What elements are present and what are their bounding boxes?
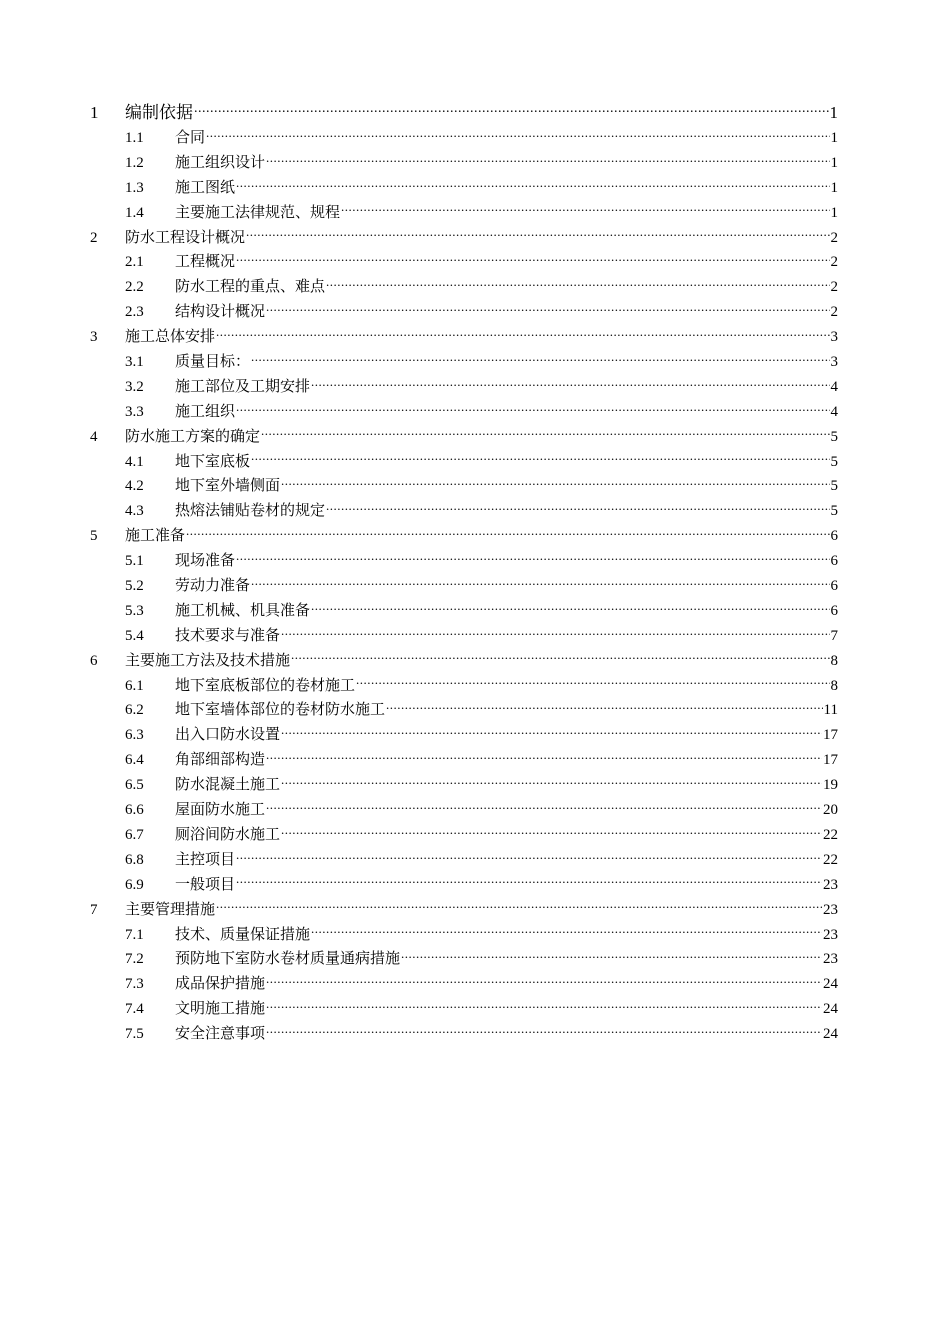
toc-entry-title: 施工总体安排 (125, 329, 216, 346)
toc-entry-title: 角部细部构造 (175, 752, 266, 769)
toc-entry-page-number: 1 (830, 130, 838, 146)
toc-entry-number: 7.4 (125, 1001, 144, 1018)
toc-entry-2-3[interactable] (90, 300, 838, 325)
toc-entry-1-2[interactable] (90, 151, 838, 176)
toc-entry-title: 施工机械、机具准备 (175, 602, 311, 619)
toc-entry-2-1[interactable] (90, 250, 838, 275)
dot-leader (266, 301, 829, 316)
dot-leader (236, 874, 822, 889)
dot-leader (326, 500, 829, 515)
toc-entry-page-number: 5 (830, 478, 838, 495)
dot-leader (251, 451, 829, 466)
toc-entry-page-number: 1 (829, 103, 838, 122)
toc-entry-title: 地下室底板部位的卷材施工 (175, 677, 356, 694)
dot-leader (281, 724, 822, 739)
dot-leader (266, 799, 822, 814)
dot-leader (246, 227, 829, 242)
toc-entry-title: 地下室墙体部位的卷材防水施工 (175, 702, 386, 719)
dot-leader (206, 127, 829, 142)
toc-entry-6-5[interactable] (90, 773, 838, 798)
toc-entry-number: 7.3 (125, 976, 144, 993)
toc-entry-number: 4.1 (125, 453, 144, 470)
toc-entry-page-number: 5 (830, 503, 838, 520)
table-of-contents (90, 99, 838, 1047)
toc-entry-page-number: 22 (823, 826, 838, 843)
dot-leader (311, 924, 822, 939)
toc-entry-number: 5.4 (125, 627, 144, 644)
dot-leader (266, 998, 822, 1013)
toc-entry-6-3[interactable] (90, 723, 838, 748)
toc-entry-1-3[interactable] (90, 176, 838, 201)
toc-entry-page-number: 8 (830, 677, 838, 694)
toc-entry-page-number: 7 (830, 627, 838, 644)
toc-entry-3[interactable] (90, 325, 838, 350)
dot-leader (266, 1023, 822, 1038)
toc-entry-title: 施工组织 (175, 403, 236, 420)
toc-entry-title: 编制依据 (125, 103, 193, 122)
toc-entry-title: 施工组织设计 (175, 154, 266, 171)
dot-leader (281, 475, 829, 490)
toc-entry-number: 7 (90, 901, 98, 918)
toc-entry-page-number: 24 (823, 1001, 838, 1018)
dot-leader (236, 550, 829, 565)
toc-entry-number: 6.4 (125, 752, 144, 769)
toc-entry-title: 质量目标： (175, 354, 251, 371)
toc-entry-title: 厕浴间防水施工 (175, 826, 281, 843)
toc-entry-6-2[interactable] (90, 698, 838, 723)
toc-entry-3-2[interactable] (90, 375, 838, 400)
toc-entry-5-3[interactable] (90, 599, 838, 624)
toc-entry-number: 1.2 (125, 154, 144, 171)
toc-entry-page-number: 6 (830, 528, 838, 545)
dot-leader (236, 177, 829, 192)
dot-leader (216, 899, 822, 914)
toc-entry-number: 6.9 (125, 876, 144, 893)
toc-entry-title: 地下室底板 (175, 453, 251, 470)
toc-entry-number: 2.1 (125, 254, 144, 271)
toc-entry-number: 7.1 (125, 926, 144, 943)
toc-entry-number: 3 (90, 329, 98, 346)
dot-leader (236, 401, 829, 416)
toc-entry-title: 技术要求与准备 (175, 627, 281, 644)
dot-leader (251, 575, 829, 590)
toc-entry-4[interactable] (90, 425, 838, 450)
toc-entry-6[interactable] (90, 649, 838, 674)
toc-entry-page-number: 6 (830, 578, 838, 595)
toc-entry-title: 防水工程的重点、难点 (175, 279, 326, 296)
dot-leader (236, 849, 822, 864)
toc-entry-title: 成品保护措施 (175, 976, 266, 993)
toc-entry-number: 2.2 (125, 279, 144, 296)
dot-leader (236, 251, 829, 266)
toc-entry-title: 防水混凝土施工 (175, 777, 281, 794)
toc-entry-number: 6.7 (125, 826, 144, 843)
dot-leader (311, 376, 829, 391)
dot-leader (194, 101, 829, 118)
toc-entry-page-number: 2 (830, 304, 838, 321)
toc-entry-title: 工程概况 (175, 254, 236, 271)
toc-entry-page-number: 23 (823, 901, 838, 918)
toc-entry-3-1[interactable] (90, 350, 838, 375)
toc-entry-number: 3.2 (125, 378, 144, 395)
toc-entry-2-2[interactable] (90, 275, 838, 300)
toc-entry-title: 合同 (175, 130, 206, 146)
dot-leader (216, 326, 829, 341)
toc-entry-page-number: 6 (830, 553, 838, 570)
toc-entry-7-4[interactable] (90, 997, 838, 1022)
toc-entry-4-3[interactable] (90, 499, 838, 524)
toc-entry-page-number: 2 (830, 279, 838, 296)
toc-entry-title: 施工图纸 (175, 179, 236, 196)
toc-entry-5-4[interactable] (90, 624, 838, 649)
toc-entry-number: 6.3 (125, 727, 144, 744)
dot-leader (261, 426, 829, 441)
dot-leader (281, 824, 822, 839)
toc-entry-title: 文明施工措施 (175, 1001, 266, 1018)
toc-entry-number: 6.6 (125, 802, 144, 819)
toc-entry-title: 技术、质量保证措施 (175, 926, 311, 943)
toc-entry-title: 出入口防水设置 (175, 727, 281, 744)
dot-leader (186, 525, 829, 540)
dot-leader (401, 948, 822, 963)
toc-entry-1-1[interactable] (90, 126, 838, 151)
dot-leader (266, 152, 829, 167)
toc-entry-number: 1.3 (125, 179, 144, 196)
toc-entry-page-number: 17 (823, 727, 838, 744)
toc-entry-number: 2.3 (125, 304, 144, 321)
toc-entry-7[interactable] (90, 898, 838, 923)
toc-entry-page-number: 23 (823, 876, 838, 893)
toc-entry-page-number: 23 (823, 926, 838, 943)
toc-entry-title: 施工部位及工期安排 (175, 378, 311, 395)
toc-entry-page-number: 5 (830, 453, 838, 470)
toc-entry-5-2[interactable] (90, 574, 838, 599)
toc-entry-page-number: 1 (830, 154, 838, 171)
toc-entry-number: 4.2 (125, 478, 144, 495)
toc-entry-number: 3.1 (125, 354, 144, 371)
toc-entry-page-number: 2 (830, 229, 838, 246)
toc-entry-title: 防水施工方案的确定 (125, 428, 261, 445)
toc-entry-number: 3.3 (125, 403, 144, 420)
toc-entry-page-number: 1 (830, 179, 838, 196)
toc-entry-page-number: 22 (823, 851, 838, 868)
toc-entry-title: 屋面防水施工 (175, 802, 266, 819)
toc-entry-number: 4.3 (125, 503, 144, 520)
toc-entry-7-1[interactable] (90, 923, 838, 948)
dot-leader (291, 650, 829, 665)
toc-entry-page-number: 5 (830, 428, 838, 445)
toc-entry-title: 施工准备 (125, 528, 186, 545)
toc-entry-number: 1.4 (125, 204, 144, 221)
dot-leader (266, 749, 822, 764)
toc-entry-page-number: 4 (830, 378, 838, 395)
toc-entry-5[interactable] (90, 524, 838, 549)
toc-entry-title: 热熔法铺贴卷材的规定 (175, 503, 326, 520)
toc-entry-7-5[interactable] (90, 1022, 838, 1047)
toc-entry-title: 现场准备 (175, 553, 236, 570)
toc-entry-number: 5.3 (125, 602, 144, 619)
toc-entry-4-2[interactable] (90, 474, 838, 499)
toc-entry-title: 预防地下室防水卷材质量通病措施 (175, 951, 401, 968)
toc-entry-number: 5 (90, 528, 98, 545)
toc-entry-7-3[interactable] (90, 972, 838, 997)
toc-entry-page-number: 11 (823, 702, 838, 719)
toc-entry-6-4[interactable] (90, 748, 838, 773)
toc-entry-title: 结构设计概况 (175, 304, 266, 321)
toc-entry-title: 主要管理措施 (125, 901, 216, 918)
toc-entry-page-number: 2 (830, 254, 838, 271)
toc-entry-title: 主控项目 (175, 851, 236, 868)
toc-entry-page-number: 24 (823, 1026, 838, 1043)
toc-entry-page-number: 23 (823, 951, 838, 968)
toc-entry-title: 主要施工方法及技术措施 (125, 652, 291, 669)
toc-entry-number: 7.2 (125, 951, 144, 968)
toc-entry-6-1[interactable] (90, 674, 838, 699)
toc-entry-page-number: 1 (830, 204, 838, 221)
dot-leader (341, 202, 829, 217)
dot-leader (251, 351, 829, 366)
toc-entry-1[interactable] (90, 99, 838, 126)
toc-entry-7-2[interactable] (90, 947, 838, 972)
dot-leader (356, 675, 829, 690)
toc-entry-number: 6 (90, 652, 98, 669)
toc-entry-4-1[interactable] (90, 450, 838, 475)
toc-entry-title: 劳动力准备 (175, 578, 251, 595)
toc-entry-number: 5.1 (125, 553, 144, 570)
toc-entry-page-number: 6 (830, 602, 838, 619)
toc-entry-title: 地下室外墙侧面 (175, 478, 281, 495)
toc-entry-5-1[interactable] (90, 549, 838, 574)
toc-entry-1-4[interactable] (90, 201, 838, 226)
toc-entry-number: 4 (90, 428, 98, 445)
toc-entry-number: 1 (90, 103, 99, 122)
toc-entry-page-number: 4 (830, 403, 838, 420)
toc-entry-2[interactable] (90, 226, 838, 251)
toc-entry-number: 6.5 (125, 777, 144, 794)
toc-entry-title: 主要施工法律规范、规程 (175, 204, 341, 221)
dot-leader (281, 774, 822, 789)
toc-entry-page-number: 20 (823, 802, 838, 819)
toc-entry-title: 防水工程设计概况 (125, 229, 246, 246)
dot-leader (281, 625, 829, 640)
dot-leader (266, 973, 822, 988)
toc-entry-number: 7.5 (125, 1026, 144, 1043)
toc-entry-6-7[interactable] (90, 823, 838, 848)
toc-entry-page-number: 8 (830, 652, 838, 669)
toc-entry-number: 2 (90, 229, 98, 246)
toc-entry-number: 6.2 (125, 702, 144, 719)
toc-entry-page-number: 24 (823, 976, 838, 993)
toc-entry-number: 5.2 (125, 578, 144, 595)
toc-entry-number: 6.1 (125, 677, 144, 694)
toc-entry-page-number: 17 (823, 752, 838, 769)
toc-entry-number: 1.1 (125, 130, 144, 146)
toc-entry-page-number: 3 (830, 354, 838, 371)
toc-entry-3-3[interactable] (90, 400, 838, 425)
toc-entry-6-9[interactable] (90, 873, 838, 898)
dot-leader (311, 600, 829, 615)
toc-entry-number: 6.8 (125, 851, 144, 868)
toc-entry-title: 一般项目 (175, 876, 236, 893)
toc-entry-title: 安全注意事项 (175, 1026, 266, 1043)
toc-entry-6-8[interactable] (90, 848, 838, 873)
toc-entry-page-number: 3 (830, 329, 838, 346)
dot-leader (386, 699, 823, 714)
toc-entry-page-number: 19 (823, 777, 838, 794)
dot-leader (326, 276, 829, 291)
toc-entry-6-6[interactable] (90, 798, 838, 823)
